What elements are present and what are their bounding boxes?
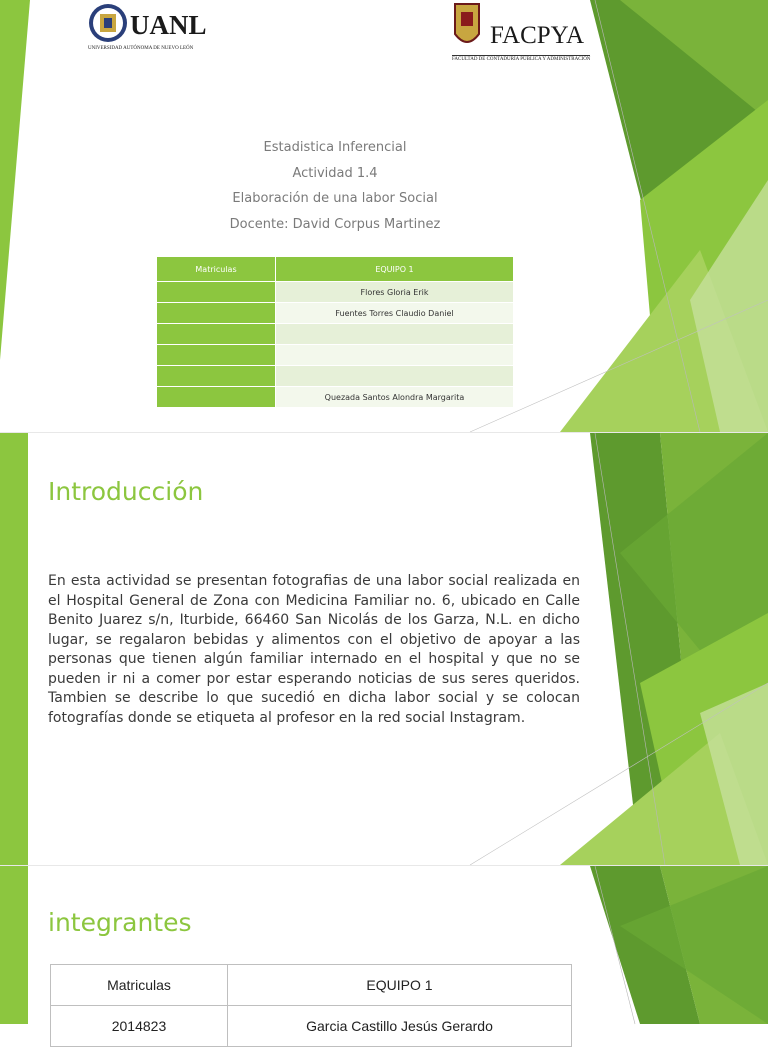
table-row <box>157 303 514 324</box>
column-header: Matriculas <box>157 257 276 282</box>
uanl-seal-icon <box>88 2 128 44</box>
table-cell <box>157 282 276 303</box>
table-cell <box>276 366 514 387</box>
table-cell: Garcia Castillo Jesús Gerardo <box>228 1006 572 1047</box>
uanl-logo-text: UANL <box>130 10 207 40</box>
facpya-logo-text: FACPYA <box>490 22 585 49</box>
table-row <box>157 366 514 387</box>
table-cell <box>157 345 276 366</box>
table-cell <box>157 387 276 408</box>
table-cell: Flores Gloria Erik <box>276 282 514 303</box>
column-header: Matriculas <box>51 965 228 1006</box>
intro-paragraph: En esta actividad se presentan fotografias de una labor social realizada en el Hospital General de Zona con Medicina Familiar no. 6, ubicado en Calle Benito Juarez s/n, Iturbide, 66460 San Nicolás de los Garza, N.L. en dicho lugar, se regalaron bebidas y alimentos con el objetivo de apoyar a las personas que tienen algún familiar internado en el hospital y que no se pueden ir ni a comer por estar esperando noticias de sus seres queridos. Tambien se describe lo que sucedió en dicha labor social y se colocan fotografías donde se etiqueta al profesor en la red social Instagram. <box>48 573 580 726</box>
table-cell <box>157 303 276 324</box>
uanl-logo <box>88 2 207 51</box>
facpya-logo-subtext: FACULTAD DE CONTADURÍA PÚBLICA Y ADMINISTRACIÓN <box>452 57 591 62</box>
uanl-logo-subtext: UNIVERSIDAD AUTÓNOMA DE NUEVO LEÓN <box>88 46 194 51</box>
activity-number: Actividad 1.4 <box>292 166 378 181</box>
table-header-row <box>157 257 514 282</box>
slide-introduction <box>0 433 768 865</box>
course-title: Estadistica Inferencial <box>263 140 407 155</box>
table-cell: 2014823 <box>51 1006 228 1047</box>
table-row <box>157 387 514 408</box>
column-header: EQUIPO 1 <box>228 965 572 1006</box>
table-row <box>51 1006 572 1047</box>
members-table <box>50 964 572 1047</box>
table-cell <box>157 366 276 387</box>
section-title: Introducción <box>48 477 204 506</box>
table-row <box>157 345 514 366</box>
teacher-name: Docente: David Corpus Martinez <box>229 217 441 232</box>
table-cell: Fuentes Torres Claudio Daniel <box>276 303 514 324</box>
table-row <box>157 324 514 345</box>
table-cell: Quezada Santos Alondra Margarita <box>276 387 514 408</box>
activity-title: Elaboración de una labor Social <box>232 191 438 206</box>
slide-members <box>0 866 768 1034</box>
table-cell <box>157 324 276 345</box>
table-row <box>157 282 514 303</box>
facpya-logo <box>452 2 591 62</box>
slide-title <box>0 0 768 432</box>
facpya-shield-icon <box>452 2 482 52</box>
column-header: EQUIPO 1 <box>276 257 514 282</box>
table-cell <box>276 324 514 345</box>
table-cell <box>276 345 514 366</box>
team-table <box>156 256 514 408</box>
section-title: integrantes <box>48 908 192 937</box>
table-header-row <box>51 965 572 1006</box>
